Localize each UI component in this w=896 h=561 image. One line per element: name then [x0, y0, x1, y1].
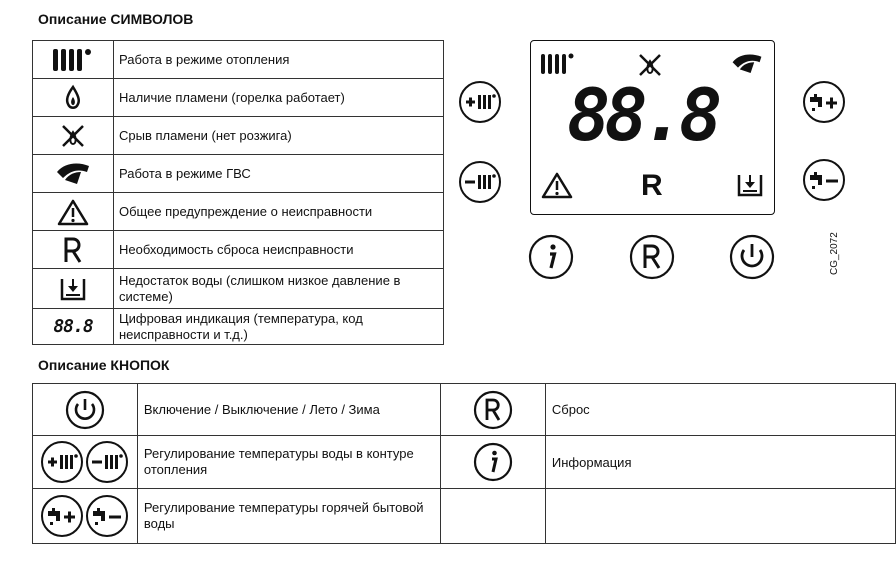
dhw-minus-icon	[85, 494, 129, 538]
symbols-table	[32, 40, 444, 345]
lcd-display	[530, 40, 775, 215]
reset-button[interactable]	[629, 234, 675, 280]
info-button-icon	[473, 442, 513, 482]
power-button[interactable]	[729, 234, 775, 280]
table-row	[33, 231, 444, 269]
heating-minus-icon	[85, 440, 129, 484]
dhw-minus-button[interactable]	[802, 158, 846, 202]
table-row	[33, 155, 444, 193]
table-row	[33, 384, 896, 436]
symbol-description: Работа в режиме отопления	[114, 41, 444, 79]
button-description: Регулирование температуры горячей бытовой воды	[137, 489, 441, 544]
symbol-description: Необходимость сброса неисправности	[114, 231, 444, 269]
table-row	[33, 436, 896, 489]
table-row	[33, 41, 444, 79]
symbol-description: Цифровая индикация (температура, код неисправности и т.д.)	[114, 309, 444, 345]
lcd-warning-icon	[541, 171, 573, 199]
table-row	[33, 193, 444, 231]
power-button-icon	[65, 390, 105, 430]
dhw-plus-icon	[40, 494, 84, 538]
table-row	[33, 309, 444, 345]
symbol-description: Общее предупреждение о неисправности	[114, 193, 444, 231]
heating-plus-button[interactable]	[458, 80, 502, 124]
table-row	[33, 489, 896, 544]
table-row	[33, 117, 444, 155]
button-description: Включение / Выключение / Лето / Зима	[137, 384, 441, 436]
heating-minus-button[interactable]	[458, 160, 502, 204]
reset-r-icon	[61, 235, 85, 265]
lcd-reset-icon: R	[641, 169, 663, 202]
dhw-faucet-icon	[53, 160, 93, 188]
lcd-digits: 88.8	[567, 73, 717, 157]
flame-failure-icon	[58, 122, 88, 150]
button-description: Сброс	[545, 384, 895, 436]
radiator-icon	[51, 46, 95, 74]
table-row	[33, 79, 444, 117]
buttons-heading: Описание КНОПОК	[38, 357, 170, 373]
dhw-plus-button[interactable]	[802, 80, 846, 124]
button-description: Информация	[545, 436, 895, 489]
table-row	[33, 269, 444, 309]
warning-icon	[57, 198, 89, 226]
symbols-heading: Описание СИМВОЛОВ	[38, 11, 194, 27]
buttons-table	[32, 383, 896, 544]
symbol-description: Недостаток воды (слишком низкое давление в системе)	[114, 269, 444, 309]
heating-plus-icon	[40, 440, 84, 484]
figure-code: CG_2072	[829, 232, 840, 275]
digital-display-icon: 88.8	[53, 316, 93, 337]
symbol-description: Срыв пламени (нет розжига)	[114, 117, 444, 155]
button-description: Регулирование температуры воды в контуре отопления	[137, 436, 441, 489]
lcd-low-water-icon	[735, 171, 765, 199]
symbol-description: Работа в режиме ГВС	[114, 155, 444, 193]
symbol-description: Наличие пламени (горелка работает)	[114, 79, 444, 117]
reset-button-icon	[473, 390, 513, 430]
lcd-dhw-faucet-icon	[729, 49, 765, 79]
info-button[interactable]	[528, 234, 574, 280]
low-water-icon	[58, 275, 88, 303]
flame-icon	[61, 84, 85, 112]
